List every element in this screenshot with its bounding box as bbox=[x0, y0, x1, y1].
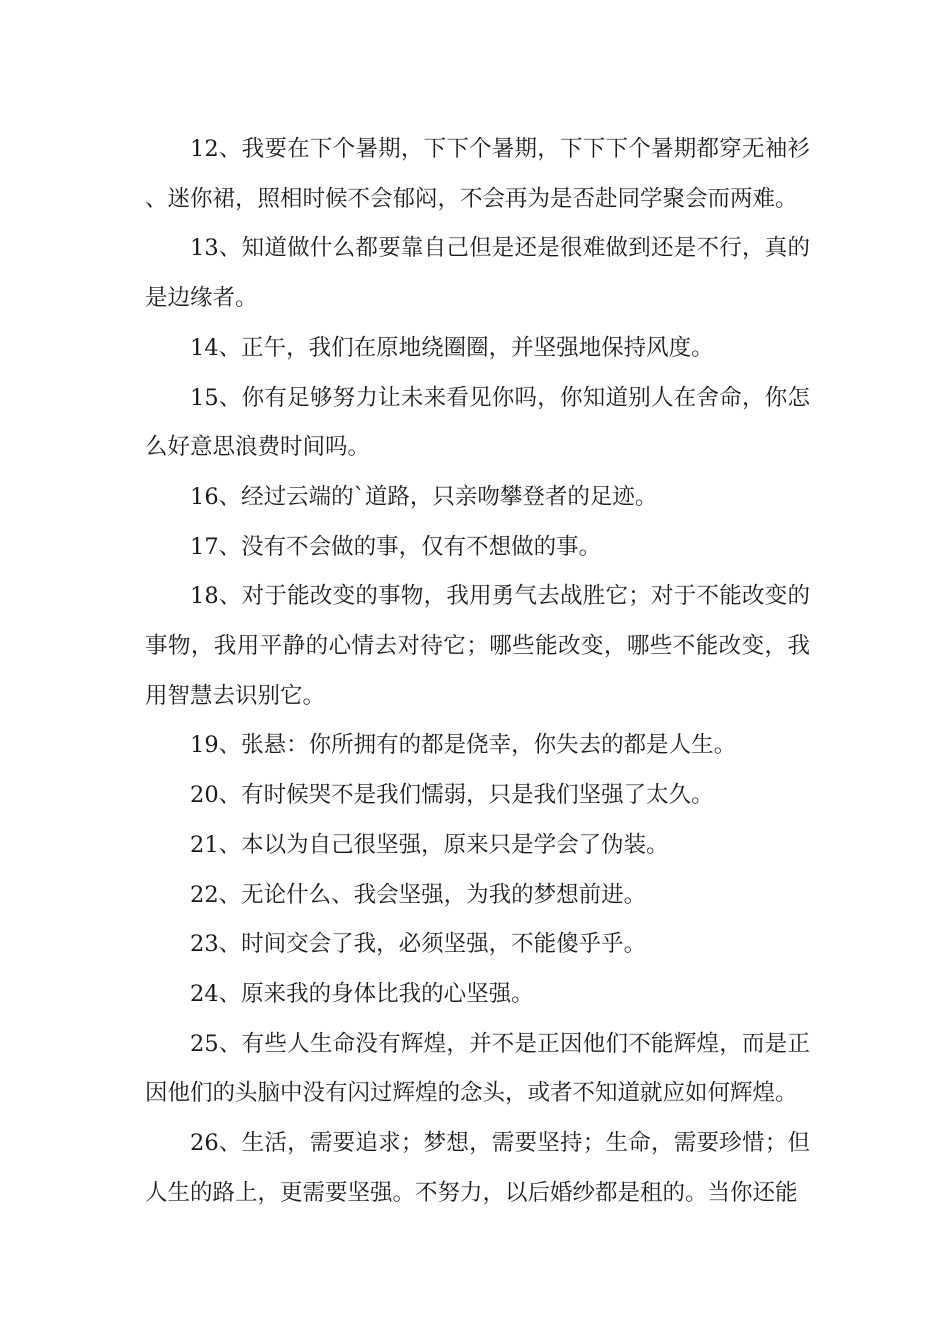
paragraph-26: 26、生活，需要追求；梦想，需要坚持；生命，需要珍惜；但人生的路上，更需要坚强。不努力，以后婚纱都是租的。当你还能 bbox=[145, 1130, 810, 1206]
paragraph-24: 24、原来我的身体比我的心坚强。 bbox=[190, 980, 534, 1007]
paragraph-17: 17、没有不会做的事，仅有不想做的事。 bbox=[190, 533, 602, 560]
paragraph-21: 21、本以为自己很坚强，原来只是学会了伪装。 bbox=[190, 831, 669, 858]
paragraph-12: 12、我要在下个暑期，下下个暑期，下下下个暑期都穿无袖衫、迷你裙，照相时候不会郁闷，不会再为是否赴同学聚会而两难。 bbox=[145, 136, 810, 212]
paragraph-15: 15、你有足够努力让未来看见你吗，你知道别人在舍命，你怎么好意思浪费时间吗。 bbox=[145, 384, 810, 461]
paragraph-13: 13、知道做什么都要靠自己但是还是很难做到还是不行，真的是边缘者。 bbox=[145, 235, 810, 312]
document-body bbox=[145, 125, 810, 1218]
paragraph-18: 18、对于能改变的事物，我用勇气去战胜它；对于不能改变的事物，我用平静的心情去对待它；哪些能改变，哪些不能改变，我用智慧去识别它。 bbox=[145, 583, 810, 709]
paragraph-23: 23、时间交会了我，必须坚强，不能傻乎乎。 bbox=[190, 931, 647, 958]
paragraph-20: 20、有时候哭不是我们懦弱，只是我们坚强了太久。 bbox=[190, 782, 714, 809]
paragraph-14: 14、正午，我们在原地绕圈圈，并坚强地保持风度。 bbox=[190, 334, 714, 361]
paragraph-16: 16、经过云端的`道路，只亲吻攀登者的足迹。 bbox=[190, 483, 658, 510]
paragraph-22: 22、无论什么、我会坚强，为我的梦想前进。 bbox=[190, 881, 647, 908]
paragraph-25: 25、有些人生命没有辉煌，并不是正因他们不能辉煌，而是正因他们的头脑中没有闪过辉煌的念头，或者不知道就应如何辉煌。 bbox=[145, 1030, 810, 1107]
paragraph-19: 19、张悬：你所拥有的都是侥幸，你失去的都是人生。 bbox=[190, 732, 737, 759]
